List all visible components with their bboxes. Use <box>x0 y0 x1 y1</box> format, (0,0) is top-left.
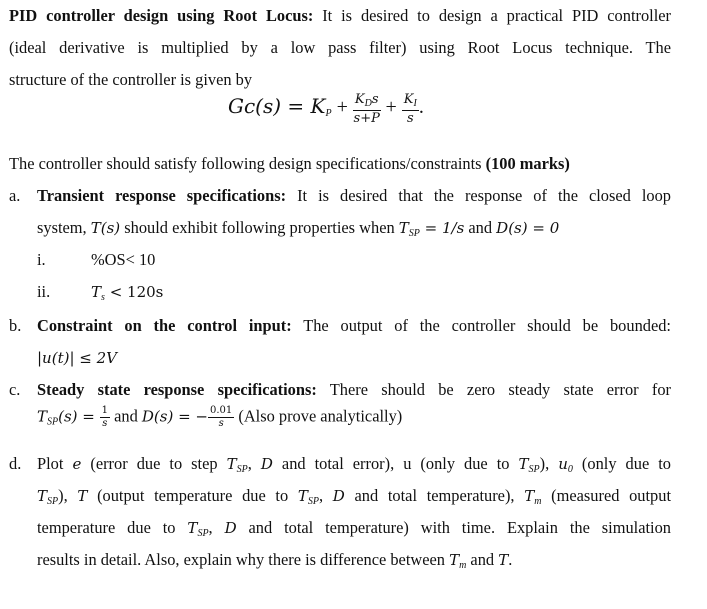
specs-marks: (100 marks) <box>485 154 570 173</box>
d2-t: T <box>77 487 88 505</box>
d1-u0-sub: 0 <box>567 464 573 475</box>
d2f: (measured output <box>541 486 671 505</box>
d2-tsp: T <box>37 487 48 505</box>
intro-text-1: It is desired to design a practical PID controller <box>322 6 671 25</box>
d4-tm: T <box>449 551 460 569</box>
d3-d: D <box>224 519 237 537</box>
equation-kp-sub: P <box>325 108 332 120</box>
d3b: , <box>208 518 225 537</box>
equation-kd-sub: D <box>364 98 372 109</box>
d3a: temperature due to <box>37 518 188 537</box>
item-b-heading: Constraint on the control input: <box>37 316 292 335</box>
d4c: . <box>508 550 513 569</box>
equation-kp: K <box>310 94 326 119</box>
item-c-line-2 <box>37 406 402 429</box>
item-d-line-2 <box>37 486 671 507</box>
item-a-sub-ii-rest: < 120s <box>104 283 164 301</box>
item-c-frac-1-num: 1 <box>101 405 109 416</box>
intro-heading: PID controller design using Root Locus: <box>9 6 314 25</box>
item-d-line-1 <box>37 454 671 475</box>
d2e: and total temperature), <box>344 486 525 505</box>
item-b-label: b. <box>9 316 22 335</box>
item-c-label: c. <box>9 380 21 399</box>
d3-tsp-sub: SP <box>197 528 209 539</box>
d3c: and total temperature) with time. Explain the simulation <box>236 518 671 537</box>
item-b-text-1: The output of the controller should be bounded: <box>303 316 671 335</box>
item-a-sub-i-text: %OS< 10 <box>91 250 156 269</box>
d1-tsp2-sub: SP <box>528 464 540 475</box>
d4-tm-sub: m <box>459 560 467 571</box>
d1a: Plot <box>37 454 73 473</box>
d2b: (output temperature due to <box>87 486 298 505</box>
d1g: (only due to <box>572 454 671 473</box>
d1c: , <box>247 454 261 473</box>
d4-t: T <box>498 551 509 569</box>
d2-d: D <box>332 487 345 505</box>
item-b-bound: |u(t)| ≤ 2V <box>37 349 117 367</box>
item-b-line-1 <box>37 316 671 336</box>
item-a-sub-i-label: i. <box>37 250 46 269</box>
controller-equation <box>228 92 424 150</box>
specs-intro <box>9 154 570 174</box>
equation-plus-2: + <box>385 96 397 119</box>
item-a-ts: T(s) <box>90 219 121 237</box>
d1e2: and total error), u (only due to <box>272 454 519 473</box>
d2-tm-sub: m <box>534 496 542 507</box>
d1-tsp: T <box>226 455 237 473</box>
item-d-line-3 <box>37 518 671 539</box>
item-a-tsp: T <box>398 219 409 237</box>
equation-lhs: Gc(s) = <box>228 94 311 119</box>
item-c-heading: Steady state response specifications: <box>37 380 317 399</box>
item-c-note: (Also prove analytically) <box>238 406 403 426</box>
item-c-tsp-arg: (s) = <box>58 407 100 426</box>
intro-line-2: (ideal derivative is multiplied by a low pass filter) using Root Locus technique. The <box>9 38 671 57</box>
item-a-sub-ii-label: ii. <box>37 282 51 301</box>
item-a-text-1: It is desired that the response of the closed loop <box>297 186 671 205</box>
d2-tsp-sub: SP <box>47 496 59 507</box>
item-c-and: and <box>110 406 142 426</box>
item-c-frac-2-num: 0.01 <box>210 405 233 416</box>
equation-kd-s: s <box>371 92 379 107</box>
equation-derivative-term <box>353 92 381 125</box>
equation-derivative-den: s+P <box>353 111 380 126</box>
item-a-heading: Transient response specifications: <box>37 186 287 205</box>
item-c-tsp-sub: SP <box>47 416 59 428</box>
item-c-ds: D(s) = − <box>141 407 208 426</box>
d2a: ), <box>58 486 78 505</box>
d4b: and <box>466 550 499 569</box>
equation-integral-den: s <box>406 111 414 126</box>
equation-period: . <box>418 96 424 119</box>
item-c-text-1: There should be zero steady state error for <box>329 380 671 399</box>
d3-tsp: T <box>187 519 198 537</box>
equation-ki: K <box>403 92 414 107</box>
d2c: , <box>319 486 333 505</box>
item-c-frac-2 <box>208 406 234 429</box>
item-a-tsp-value: = 1/s <box>419 219 465 237</box>
equation-plus-1: + <box>336 96 348 119</box>
item-a-sub-ii-sub: s <box>101 292 105 303</box>
intro-line-1 <box>9 6 671 26</box>
item-a-tsp-sub: SP <box>408 228 420 239</box>
item-a-line-2 <box>37 218 559 239</box>
item-c-frac-1-den: s <box>102 418 108 429</box>
item-a-text-2b: should exhibit following properties when <box>120 218 399 237</box>
d1-u0: u <box>558 455 568 473</box>
specs-intro-text: The controller should satisfy following design specifications/constraints <box>9 154 486 173</box>
d2-tsp2-sub: SP <box>307 496 319 507</box>
item-d-line-4 <box>37 550 512 571</box>
equation-integral-term <box>402 92 419 125</box>
item-a-line-1 <box>37 186 671 206</box>
item-a-text-2d: and <box>464 218 497 237</box>
d2-tsp2: T <box>297 487 308 505</box>
d4a: results in detail. Also, explain why there is difference between <box>37 550 450 569</box>
item-c-tsp: T <box>37 407 48 426</box>
item-a-ds: D(s) = 0 <box>496 219 560 237</box>
d1b: (error due to step <box>81 454 227 473</box>
d1-tsp-sub: SP <box>236 464 248 475</box>
item-a-label: a. <box>9 186 21 205</box>
d1-d: D <box>260 455 273 473</box>
d1f: ), <box>539 454 559 473</box>
equation-ki-sub: I <box>413 98 417 109</box>
item-a-text-2a: system, <box>37 218 91 237</box>
d1-e: e <box>72 455 82 473</box>
intro-line-3: structure of the controller is given by <box>9 70 253 89</box>
item-a-sub-ii-text <box>91 282 163 303</box>
item-c-frac-2-den: s <box>218 418 224 429</box>
item-d-label: d. <box>9 454 22 473</box>
item-b-line-2 <box>37 348 117 368</box>
item-c-frac-1 <box>100 406 110 429</box>
item-a-sub-ii-var: T <box>91 283 102 301</box>
d1-tsp2: T <box>518 455 529 473</box>
item-c-line-1 <box>37 380 671 400</box>
d2-tm: T <box>524 487 535 505</box>
equation-kd: K <box>354 92 365 107</box>
